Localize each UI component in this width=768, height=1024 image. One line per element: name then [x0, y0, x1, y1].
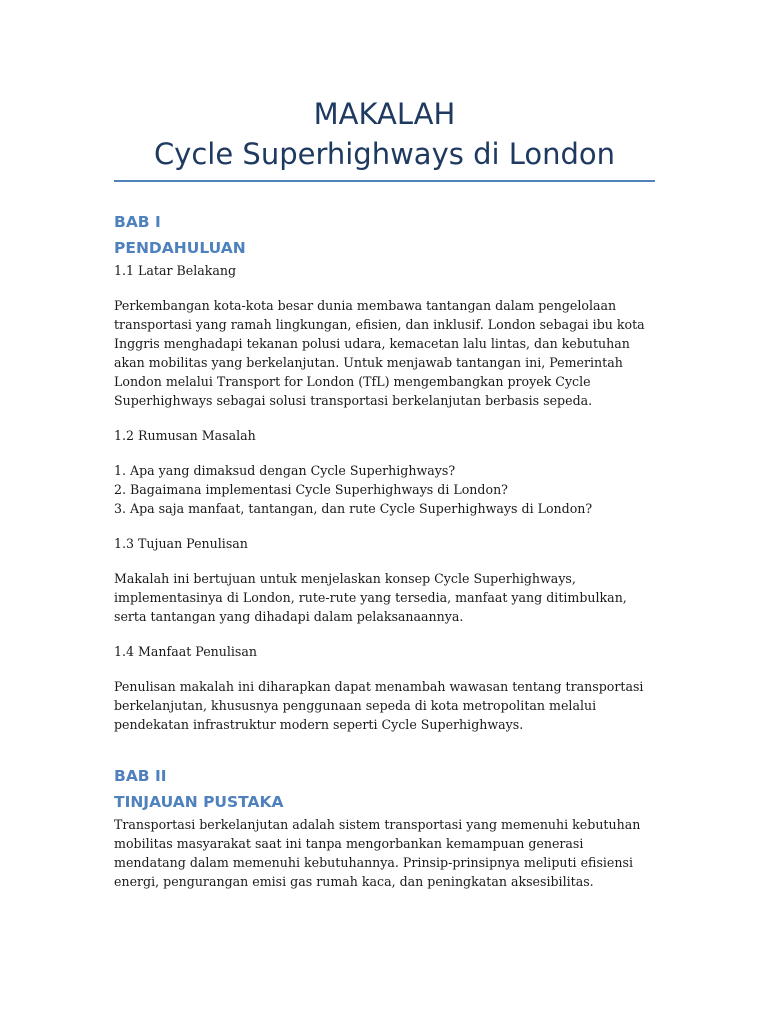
chapter-2-text: Transportasi berkelanjutan adalah sistem transportasi yang memenuhi kebutuhan mobilitas masyarakat saat ini tanpa mengorbankan kemampuan generasi mendatang dalam memenuhi kebutuhannya. Prinsip-prinsipnya meliputi efisiensi energi, pengurangan emisi gas rumah kaca, dan peningkatan aksesibilitas. [114, 817, 641, 889]
chapter-2-heading: TINJAUAN PUSTAKA [114, 792, 284, 811]
chapter-1-heading: PENDAHULUAN [114, 238, 246, 257]
chapter-1-label: BAB I [114, 213, 161, 231]
document-body [114, 210, 659, 907]
section-1-1-text: Perkembangan kota-kota besar dunia membawa tantangan dalam pengelolaan transportasi yang ramah lingkungan, efisien, dan inklusif. London sebagai ibu kota Inggris menghadapi tekanan polusi udara, kemacetan lalu lintas, dan kebutuhan akan mobilitas yang berkelanjutan. Untuk menjawab tantangan ini, Pemerintah London melalui Transport for London (TfL) mengembangkan proyek Cycle Superhighways sebagai solusi transportasi berkelanjutan berbasis sepeda. [114, 298, 645, 408]
chapter-2-label: BAB II [114, 767, 167, 785]
list-item: 2. Bagaimana implementasi Cycle Superhighways di London? [114, 482, 508, 497]
chapter-2 [114, 764, 659, 891]
section-1-3-title: 1.3 Tujuan Penulisan [114, 536, 248, 551]
problem-list [114, 461, 659, 518]
section-1-4-title: 1.4 Manfaat Penulisan [114, 644, 258, 659]
document-title [114, 94, 655, 174]
section-1-1-title: 1.1 Latar Belakang [114, 263, 237, 278]
section-1-3-text: Makalah ini bertujuan untuk menjelaskan konsep Cycle Superhighways, implementasinya di London, rute-rute yang tersedia, manfaat yang ditimbulkan, serta tantangan yang dihadapi dalam pelaksanaannya. [114, 571, 627, 624]
section-1-4-text: Penulisan makalah ini diharapkan dapat menambah wawasan tentang transportasi berkelanjutan, khususnya penggunaan sepeda di kota metropolitan melalui pendekatan infrastruktur modern seperti Cycle Superhighways. [114, 679, 644, 732]
section-1-2-title: 1.2 Rumusan Masalah [114, 428, 256, 443]
list-item: 3. Apa saja manfaat, tantangan, dan rute Cycle Superhighways di London? [114, 501, 593, 516]
title-line-1: MAKALAH [313, 97, 456, 131]
list-item: 1. Apa yang dimaksud dengan Cycle Superhighways? [114, 463, 456, 478]
title-divider [114, 180, 655, 182]
title-line-2: Cycle Superhighways di London [153, 137, 616, 171]
chapter-1 [114, 210, 659, 734]
